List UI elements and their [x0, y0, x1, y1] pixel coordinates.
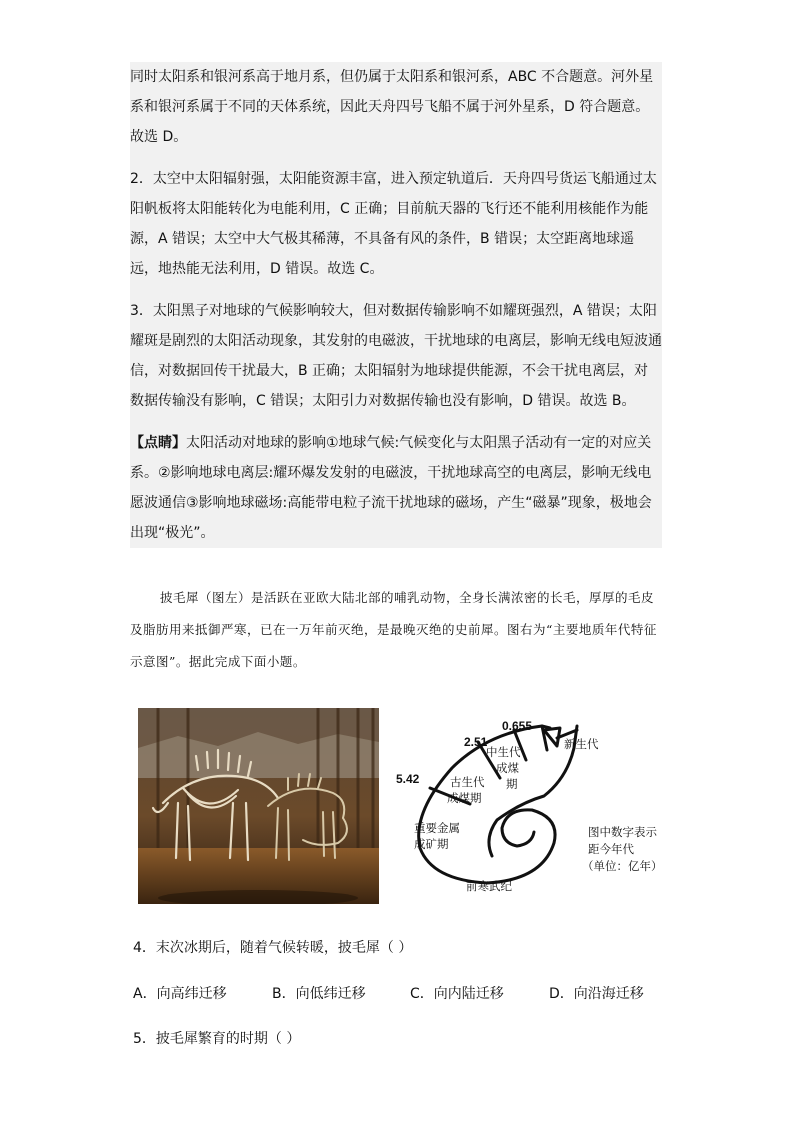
- precambrian-label: 前寒武纪: [466, 881, 512, 893]
- question-4-option-b[interactable]: B．向低纬迁移: [272, 986, 366, 1002]
- cenozoic-label: 新生代: [564, 739, 599, 751]
- paleozoic-label-1: 古生代: [450, 777, 485, 789]
- intro-text: 披毛犀（图左）是活跃在亚欧大陆北部的哺乳动物，全身长满浓密的长毛，厚厚的毛皮及脂肪用来抵御严寒，已在一万年前灭绝，是最晚灭绝的史前犀。图右为“主要地质年代特征示意图”。据此完成下面小题。: [130, 590, 657, 669]
- question-intro: [130, 582, 662, 678]
- metal-label-2: 成矿期: [414, 839, 449, 851]
- dianjing-text: 太阳活动对地球的影响①地球气候:气候变化与太阳黑子活动有一定的对应关系。②影响地球电离层:耀环爆发发射的电磁波，干扰地球高空的电离层，影响无线电愿波通信③影响地球磁场:高能带电粒子流干扰地球的磁场，产生“磁暴”现象，极地会出现“极光”。: [130, 435, 652, 541]
- answer-para-1: 同时太阳系和银河系高于地月系，但仍属于太阳系和银河系，ABC 不合题意。河外星系和银河系属于不同的天体系统，因此天舟四号飞船不属于河外星系，D 符合题意。故选 D。: [130, 69, 654, 145]
- metal-label-1: 重要金属: [414, 823, 460, 835]
- age-251-label: 2.51: [464, 735, 488, 749]
- mesozoic-label-3: 期: [506, 779, 518, 791]
- geologic-era-diagram: [392, 708, 682, 904]
- mesozoic-label-2: 成煤: [496, 763, 519, 775]
- age-0655-label: 0.655: [502, 719, 533, 733]
- question-4-option-a[interactable]: A．向高纬迁移: [133, 986, 227, 1002]
- note-line-1: 图中数字表示: [588, 827, 657, 839]
- question-4-stem: 4．末次冰期后，随着气候转暖，披毛犀（ ）: [133, 940, 413, 956]
- answer-para-3: 3．太阳黑子对地球的气候影响较大，但对数据传输影响不如耀斑强烈，A 错误；太阳耀斑是剧烈的太阳活动现象，其发射的电磁波，干扰地球的电离层，影响无线电短波通信，对数据回传干扰最大，B 正确；太阳辐射为地球提供能源，不会干扰电离层，对数据传输没有影响，C 错误；太阳引力对数据传输也没有影响，D 错误。故选 B。: [130, 303, 662, 409]
- question-4-option-d[interactable]: D．向沿海迁移: [549, 986, 644, 1002]
- age-542-label: 5.42: [396, 772, 420, 786]
- note-line-2: 距今年代: [588, 844, 634, 856]
- note-line-3: （单位：亿年）: [582, 861, 663, 873]
- paleozoic-label-2: 成煤期: [447, 793, 482, 805]
- answer-para-4: [130, 428, 662, 548]
- answer-explanations: [130, 62, 662, 548]
- question-5-stem: 5．披毛犀繁育的时期（ ）: [133, 1031, 301, 1047]
- answer-para-2: 2．太空中太阳辐射强，太阳能资源丰富，进入预定轨道后．天舟四号货运飞船通过太阳帆板将太阳能转化为电能利用，C 正确；目前航天器的飞行还不能利用核能作为能源，A 错误；太空中大气极其稀薄，不具备有风的条件，B 错误；太空距离地球遥远，地热能无法利用，D 错误。故选 C。: [130, 171, 657, 277]
- dianjing-label: 【点睛】: [130, 435, 186, 451]
- question-4-option-c[interactable]: C．向内陆迁移: [410, 986, 504, 1002]
- woolly-rhino-skeleton-photo: [138, 708, 379, 904]
- mesozoic-label-1: 中生代: [486, 747, 521, 759]
